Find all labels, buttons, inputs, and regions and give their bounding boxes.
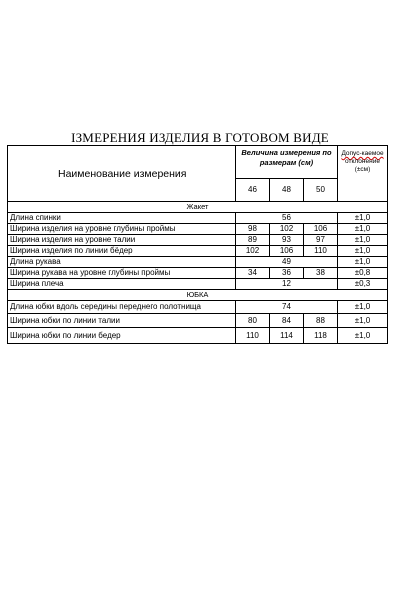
row-value-48: 114 bbox=[270, 328, 304, 344]
row-value-50: 38 bbox=[304, 268, 338, 279]
section-row bbox=[8, 202, 388, 213]
row-name: Ширина плеча bbox=[8, 279, 236, 290]
header-name: Наименование измерения bbox=[8, 146, 236, 202]
row-name: Ширина изделия по линии бёдер bbox=[8, 246, 236, 257]
row-tolerance: ±0,3 bbox=[338, 279, 388, 290]
document-title: ІЗМЕРЕНИЯ ИЗДЕЛИЯ В ГОТОВОМ ВИДЕ bbox=[71, 130, 329, 145]
table-row bbox=[8, 224, 388, 235]
row-tolerance: ±1,0 bbox=[338, 246, 388, 257]
row-value-48: 102 bbox=[270, 224, 304, 235]
header-size-group: Величина измерения по размерам (см) bbox=[236, 146, 338, 179]
row-value-all-sizes: 74 bbox=[236, 301, 338, 314]
table-row bbox=[8, 301, 388, 314]
size-50: 50 bbox=[304, 179, 338, 202]
row-value-46: 80 bbox=[236, 314, 270, 328]
row-name: Длина спинки bbox=[8, 213, 236, 224]
row-name: Ширина юбки по линии талии bbox=[8, 314, 236, 328]
row-value-all-sizes: 12 bbox=[236, 279, 338, 290]
row-tolerance: ±1,0 bbox=[338, 235, 388, 246]
section-row bbox=[8, 290, 388, 301]
table-row bbox=[8, 279, 388, 290]
row-tolerance: ±1,0 bbox=[338, 224, 388, 235]
row-value-all-sizes: 49 bbox=[236, 257, 338, 268]
header-tolerance bbox=[338, 146, 388, 202]
table-row bbox=[8, 314, 388, 328]
header-tolerance-line1: Допус-каемое bbox=[341, 150, 384, 157]
table-row bbox=[8, 257, 388, 268]
size-46: 46 bbox=[236, 179, 270, 202]
measurements-table bbox=[7, 145, 388, 344]
row-value-50: 106 bbox=[304, 224, 338, 235]
row-tolerance: ±1,0 bbox=[338, 301, 388, 314]
row-name: Ширина изделия на уровне талии bbox=[8, 235, 236, 246]
row-tolerance: ±1,0 bbox=[338, 257, 388, 268]
size-48: 48 bbox=[270, 179, 304, 202]
row-value-50: 97 bbox=[304, 235, 338, 246]
row-value-48: 93 bbox=[270, 235, 304, 246]
row-value-all-sizes: 56 bbox=[236, 213, 338, 224]
row-name: Ширина изделия на уровне глубины проймы bbox=[8, 224, 236, 235]
row-value-50: 118 bbox=[304, 328, 338, 344]
row-value-46: 98 bbox=[236, 224, 270, 235]
row-tolerance: ±0,8 bbox=[338, 268, 388, 279]
row-tolerance: ±1,0 bbox=[338, 328, 388, 344]
table-row bbox=[8, 268, 388, 279]
row-name: Ширина рукава на уровне глубины проймы bbox=[8, 268, 236, 279]
table-row bbox=[8, 246, 388, 257]
table-row bbox=[8, 213, 388, 224]
row-value-46: 110 bbox=[236, 328, 270, 344]
table-row bbox=[8, 328, 388, 344]
row-value-50: 110 bbox=[304, 246, 338, 257]
row-name: Ширина юбки по линии бедер bbox=[8, 328, 236, 344]
table-row bbox=[8, 235, 388, 246]
row-value-46: 34 bbox=[236, 268, 270, 279]
row-value-46: 102 bbox=[236, 246, 270, 257]
row-name: Длина рукава bbox=[8, 257, 236, 268]
header-tolerance-line2: отклонение (±см) bbox=[345, 158, 380, 173]
section-title-jacket: Жакет bbox=[8, 202, 388, 213]
header-row bbox=[8, 146, 388, 179]
row-value-48: 106 bbox=[270, 246, 304, 257]
section-title-skirt: ЮБКА bbox=[8, 290, 388, 301]
row-tolerance: ±1,0 bbox=[338, 213, 388, 224]
row-value-46: 89 bbox=[236, 235, 270, 246]
row-value-50: 88 bbox=[304, 314, 338, 328]
row-tolerance: ±1,0 bbox=[338, 314, 388, 328]
row-value-48: 36 bbox=[270, 268, 304, 279]
row-value-48: 84 bbox=[270, 314, 304, 328]
row-name: Длина юбки вдоль середины переднего полотнища bbox=[8, 301, 236, 314]
